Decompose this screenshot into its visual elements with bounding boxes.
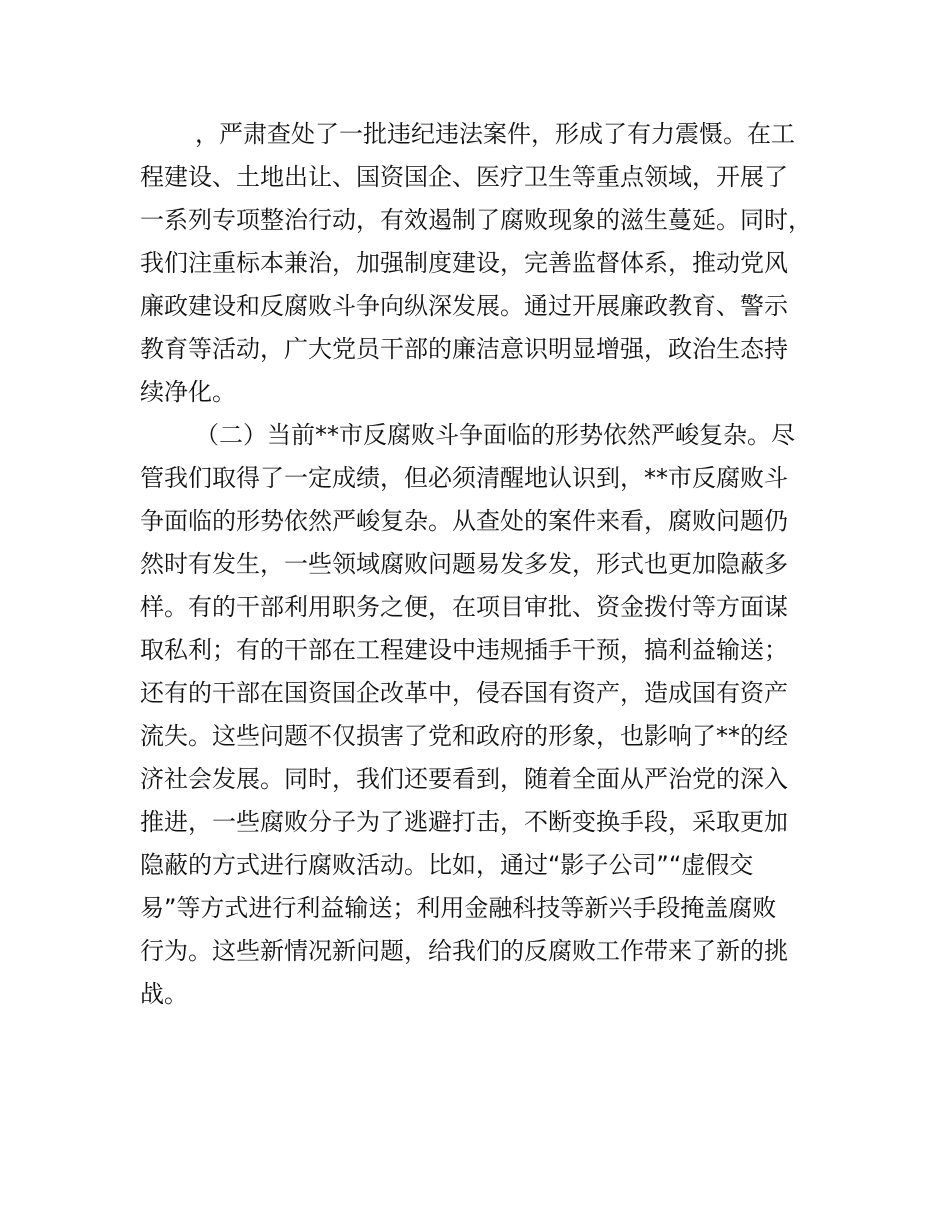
paragraph-2-line-14: 战。 bbox=[140, 980, 188, 1008]
paragraph-2-line-12: 易”等方式进行利益输送；利用金融科技等新兴手段掩盖腐败 bbox=[140, 894, 777, 922]
paragraph-2-line-9: 济社会发展。同时，我们还要看到，随着全面从严治党的深入 bbox=[140, 765, 788, 793]
paragraph-2-line-5: 样。有的干部利用职务之便，在项目审批、资金拨付等方面谋 bbox=[140, 593, 788, 621]
paragraph-1-line-1: ，严肃查处了一批违纪违法案件，形成了有力震慑。在工 bbox=[195, 120, 795, 148]
paragraph-2-line-10: 推进，一些腐败分子为了逃避打击，不断变换手段，采取更加 bbox=[140, 808, 788, 836]
paragraph-1-line-4: 我们注重标本兼治，加强制度建设，完善监督体系，推动党风 bbox=[140, 249, 788, 277]
paragraph-2-line-4: 然时有发生，一些领域腐败问题易发多发，形式也更加隐蔽多 bbox=[140, 550, 788, 578]
paragraph-2-line-6: 取私利；有的干部在工程建设中违规插手干预，搞利益输送； bbox=[140, 636, 788, 664]
paragraph-1-line-3: 一系列专项整治行动，有效遏制了腐败现象的滋生蔓延。同时， bbox=[140, 206, 812, 234]
paragraph-1-line-5: 廉政建设和反腐败斗争向纵深发展。通过开展廉政教育、警示 bbox=[140, 292, 788, 320]
paragraph-1-line-6: 教育等活动，广大党员干部的廉洁意识明显增强，政治生态持 bbox=[140, 335, 788, 363]
document-body bbox=[140, 113, 830, 1016]
paragraph-2-line-3: 争面临的形势依然严峻复杂。从查处的案件来看，腐败问题仍 bbox=[140, 507, 788, 535]
paragraph-2-line-2: 管我们取得了一定成绩，但必须清醒地认识到，**市反腐败斗 bbox=[140, 464, 788, 492]
paragraph-2-line-8: 流失。这些问题不仅损害了党和政府的形象，也影响了**的经 bbox=[140, 722, 788, 750]
paragraph-2-line-7: 还有的干部在国资国企改革中，侵吞国有资产，造成国有资产 bbox=[140, 679, 788, 707]
paragraph-2 bbox=[140, 414, 830, 1016]
paragraph-2-line-1: （二）当前**市反腐败斗争面临的形势依然严峻复杂。尽 bbox=[195, 421, 795, 449]
paragraph-1-line-2: 程建设、土地出让、国资国企、医疗卫生等重点领域，开展了 bbox=[140, 163, 788, 191]
paragraph-1 bbox=[140, 113, 830, 414]
paragraph-1-line-7: 续净化。 bbox=[140, 378, 236, 406]
paragraph-2-line-11: 隐蔽的方式进行腐败活动。比如，通过“影子公司”“虚假交 bbox=[140, 851, 754, 879]
paragraph-2-line-13: 行为。这些新情况新问题，给我们的反腐败工作带来了新的挑 bbox=[140, 937, 788, 965]
